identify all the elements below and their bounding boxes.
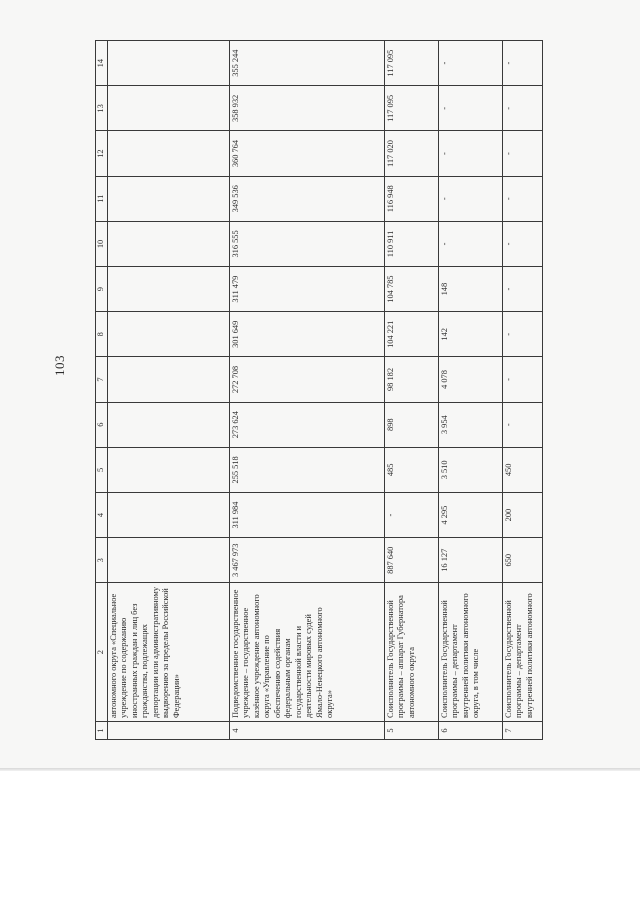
page-number: 103 <box>52 355 67 376</box>
value-cell <box>107 357 229 402</box>
row-name: Соисполнитель Государственной программы – департамент внутренней политики автономного <box>502 583 542 722</box>
header-cell: 1 <box>96 721 108 739</box>
header-cell: 12 <box>96 131 108 176</box>
table-header-row <box>96 41 108 740</box>
value-cell: 450 <box>502 447 542 492</box>
header-cell: 5 <box>96 447 108 492</box>
value-cell: 255 518 <box>229 447 384 492</box>
value-cell: - <box>502 402 542 447</box>
header-cell: 10 <box>96 221 108 266</box>
value-cell <box>107 41 229 86</box>
value-cell: 104 221 <box>384 312 438 357</box>
header-cell: 14 <box>96 41 108 86</box>
value-cell: 110 911 <box>384 221 438 266</box>
budget-table <box>95 40 543 740</box>
value-cell: 117 095 <box>384 86 438 131</box>
value-cell: 311 984 <box>229 492 384 537</box>
value-cell <box>107 86 229 131</box>
row-index <box>107 721 229 739</box>
table-row <box>107 41 229 740</box>
value-cell <box>107 538 229 583</box>
value-cell: - <box>438 41 502 86</box>
value-cell: 349 536 <box>229 176 384 221</box>
header-cell: 9 <box>96 267 108 312</box>
table-row <box>438 41 502 740</box>
value-cell: 148 <box>438 267 502 312</box>
value-cell <box>107 176 229 221</box>
value-cell: 200 <box>502 492 542 537</box>
value-cell <box>107 447 229 492</box>
value-cell: 311 479 <box>229 267 384 312</box>
value-cell: 355 244 <box>229 41 384 86</box>
value-cell: - <box>502 86 542 131</box>
row-name: автономного округа «Специальное учреждение по содержанию иностранных граждан и лиц без гражданства, подлежащих депортации или административному выдворению за пределы Российской Федерации» <box>107 583 229 722</box>
header-cell: 8 <box>96 312 108 357</box>
value-cell: 898 <box>384 402 438 447</box>
table-row <box>229 41 384 740</box>
value-cell: 316 555 <box>229 221 384 266</box>
value-cell: - <box>502 221 542 266</box>
scan-edge <box>0 768 640 771</box>
value-cell <box>107 267 229 312</box>
value-cell: - <box>502 312 542 357</box>
value-cell: 272 708 <box>229 357 384 402</box>
value-cell: 16 127 <box>438 538 502 583</box>
value-cell: 4 078 <box>438 357 502 402</box>
value-cell: 104 785 <box>384 267 438 312</box>
header-cell: 4 <box>96 492 108 537</box>
header-cell: 2 <box>96 583 108 722</box>
value-cell: 117 020 <box>384 131 438 176</box>
value-cell: - <box>438 86 502 131</box>
header-cell: 13 <box>96 86 108 131</box>
row-name: Подведомственное государственное учреждение – государственное казённое учреждение автономного округа «Управление по обеспечению содействия федеральным органам государственной власти и деятельности мировых судей Ямало-Ненецкого автономного округа» <box>229 583 384 722</box>
value-cell: 887 640 <box>384 538 438 583</box>
value-cell: - <box>502 41 542 86</box>
value-cell: 650 <box>502 538 542 583</box>
value-cell: 3 467 973 <box>229 538 384 583</box>
value-cell: 3 510 <box>438 447 502 492</box>
value-cell: - <box>502 131 542 176</box>
value-cell: - <box>438 221 502 266</box>
value-cell: 485 <box>384 447 438 492</box>
row-name: Соисполнитель Государственной программы – аппарат Губернатора автономного округа <box>384 583 438 722</box>
header-cell: 6 <box>96 402 108 447</box>
value-cell: 117 095 <box>384 41 438 86</box>
value-cell: - <box>438 176 502 221</box>
value-cell: 98 182 <box>384 357 438 402</box>
value-cell: - <box>438 131 502 176</box>
value-cell <box>107 402 229 447</box>
value-cell <box>107 221 229 266</box>
header-cell: 11 <box>96 176 108 221</box>
value-cell: 4 295 <box>438 492 502 537</box>
value-cell: 3 954 <box>438 402 502 447</box>
row-index: 5 <box>384 721 438 739</box>
header-cell: 3 <box>96 538 108 583</box>
row-index: 6 <box>438 721 502 739</box>
row-index: 7 <box>502 721 542 739</box>
table-row <box>502 41 542 740</box>
value-cell: - <box>502 176 542 221</box>
rotated-table-container <box>95 40 580 740</box>
value-cell: 273 624 <box>229 402 384 447</box>
value-cell <box>107 492 229 537</box>
value-cell: 360 764 <box>229 131 384 176</box>
value-cell: - <box>384 492 438 537</box>
row-name: Соисполнитель Государственной программы – департамент внутренней политики автономного округа, в том числе <box>438 583 502 722</box>
row-index: 4 <box>229 721 384 739</box>
value-cell: - <box>502 267 542 312</box>
value-cell: 116 948 <box>384 176 438 221</box>
table-row <box>384 41 438 740</box>
value-cell: - <box>502 357 542 402</box>
value-cell: 358 932 <box>229 86 384 131</box>
value-cell: 301 649 <box>229 312 384 357</box>
header-cell: 7 <box>96 357 108 402</box>
value-cell <box>107 312 229 357</box>
value-cell <box>107 131 229 176</box>
value-cell: 142 <box>438 312 502 357</box>
